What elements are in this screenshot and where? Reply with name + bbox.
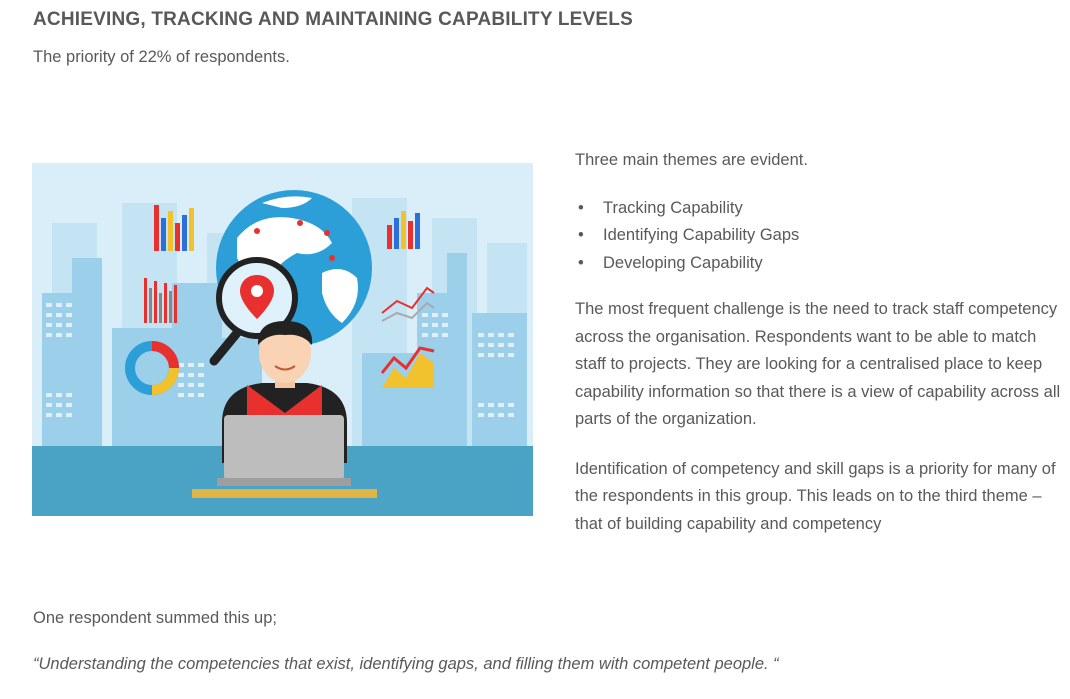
bullet-icon: • bbox=[578, 226, 584, 244]
theme-label: Identifying Capability Gaps bbox=[603, 226, 800, 244]
list-item bbox=[575, 250, 1063, 278]
capability-illustration-graphic bbox=[32, 163, 533, 516]
themes-list bbox=[575, 195, 1063, 278]
bullet-icon: • bbox=[578, 253, 584, 272]
themes-intro: Three main themes are evident. bbox=[575, 151, 808, 169]
themes-section bbox=[575, 147, 1063, 538]
tracking-paragraph: The most frequent challenge is the need to track staff competency across the organisation. Respondents want to be able to match staff to projects. They are looking for a centralised place to keep capability information so that there is a view of capability across all parts of the organization. bbox=[575, 300, 1061, 428]
theme-label: Tracking Capability bbox=[603, 198, 743, 217]
capability-illustration bbox=[32, 163, 533, 516]
list-item bbox=[575, 222, 1063, 250]
summary-intro: One respondent summed this up; bbox=[33, 609, 277, 627]
gaps-paragraph: Identification of competency and skill gaps is a priority for many of the respondents in this group. This leads on to the third theme – that of building capability and competency bbox=[575, 459, 1056, 533]
page-subtitle: The priority of 22% of respondents. bbox=[33, 48, 290, 66]
laptop-icon bbox=[217, 415, 351, 486]
desk-surface bbox=[192, 489, 377, 498]
theme-label: Developing Capability bbox=[603, 253, 763, 272]
respondent-quote: “Understanding the competencies that exist, identifying gaps, and filling them with competent people. “ bbox=[33, 655, 779, 673]
page-title: ACHIEVING, TRACKING AND MAINTAINING CAPABILITY LEVELS bbox=[33, 9, 633, 30]
bullet-icon: • bbox=[578, 198, 584, 217]
list-item bbox=[575, 195, 1063, 223]
